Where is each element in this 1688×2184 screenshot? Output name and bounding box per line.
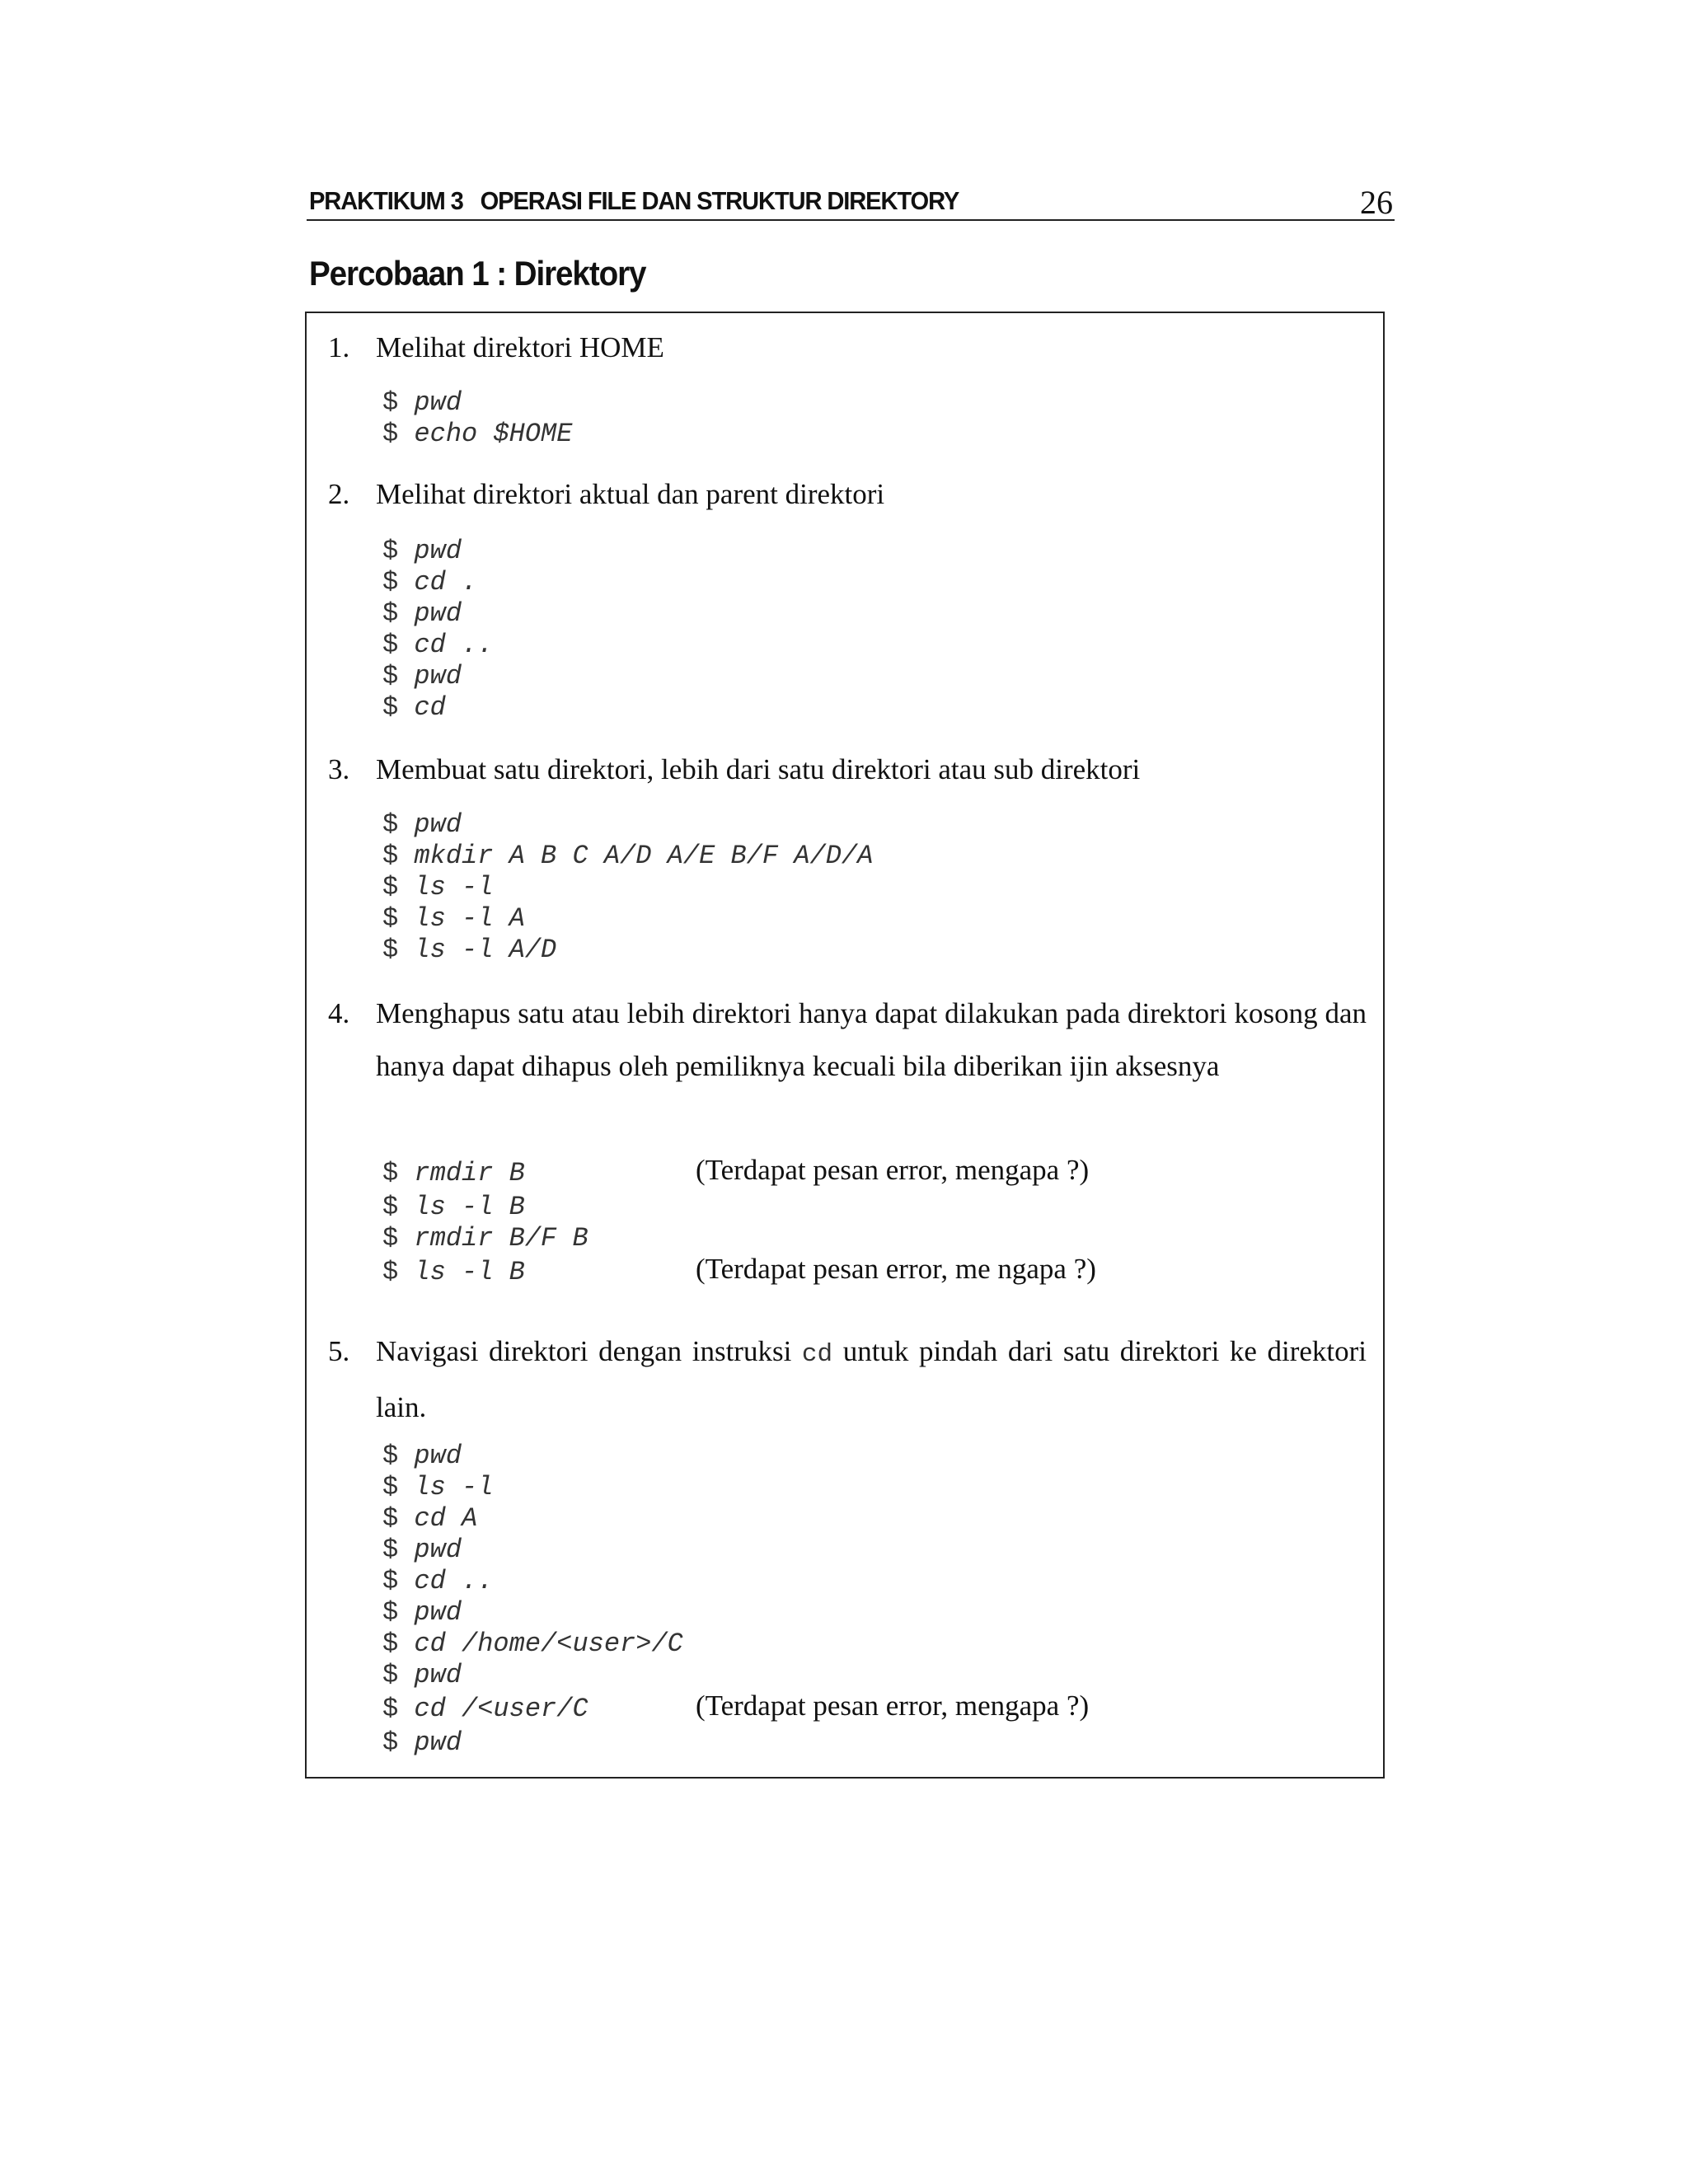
command-text: pwd (414, 1597, 462, 1628)
prompt: $ (382, 1472, 399, 1502)
command-line (382, 1535, 1207, 1566)
prompt: $ (382, 841, 399, 871)
command-line (382, 1254, 1207, 1291)
prompt: $ (382, 630, 399, 660)
step-text (376, 1325, 1367, 1434)
prompt: $ (382, 903, 399, 934)
command-list (382, 1441, 1207, 1759)
command-text: cd A (414, 1503, 478, 1534)
prompt: $ (382, 661, 399, 691)
prompt: $ (382, 1629, 399, 1659)
command-text: pwd (414, 598, 462, 629)
command-list (382, 809, 1207, 966)
step-number: 4. (328, 997, 350, 1029)
command-line (382, 935, 1207, 966)
command-text: mkdir A B C A/D A/E B/F A/D/A (414, 841, 874, 871)
prompt: $ (382, 1660, 399, 1690)
prompt: $ (382, 536, 399, 566)
command-note: (Terdapat pesan error, mengapa ?) (696, 1154, 1090, 1186)
command-text: cd (414, 692, 446, 723)
prompt: $ (382, 1257, 399, 1287)
command-text: echo $HOME (414, 419, 573, 449)
step-number: 2. (328, 478, 350, 510)
command-text: cd /<user/C (414, 1694, 588, 1724)
command-line (382, 903, 1207, 935)
command-text: pwd (414, 809, 462, 840)
prompt: $ (382, 1566, 399, 1596)
prompt: $ (382, 1503, 399, 1534)
step-text: Membuat satu direktori, lebih dari satu direktori atau sub direktori (376, 753, 1141, 785)
command-line (382, 661, 1207, 692)
prompt: $ (382, 1727, 399, 1758)
command-text: pwd (414, 1727, 462, 1758)
command-text: pwd (414, 1660, 462, 1690)
command-line (382, 1727, 1207, 1759)
step-text: Melihat direktori aktual dan parent direktori (376, 478, 885, 510)
command-text: ls -l (414, 1472, 494, 1502)
prompt: $ (382, 872, 399, 902)
command-line (382, 1155, 1207, 1192)
command-line (382, 536, 1207, 567)
step-number: 1. (328, 331, 350, 363)
command-text: cd /home/<user>/C (414, 1629, 683, 1659)
prompt: $ (382, 1192, 399, 1222)
command-line (382, 809, 1207, 841)
header-title: PRAKTIKUM 3 OPERASI FILE DAN STRUKTUR DIREKTORY (309, 186, 959, 215)
section-title: Percobaan 1 : Direktory (309, 254, 646, 293)
command-text: pwd (414, 1535, 462, 1565)
prompt: $ (382, 692, 399, 723)
command-line (382, 567, 1207, 598)
command-text: ls -l (414, 872, 494, 902)
command-text: pwd (414, 661, 462, 691)
prompt: $ (382, 935, 399, 965)
command-line (382, 841, 1207, 872)
command-list (382, 387, 1207, 450)
step-text: Melihat direktori HOME (376, 331, 664, 363)
command-list (382, 536, 1207, 724)
prompt: $ (382, 1441, 399, 1471)
command-text: rmdir B (414, 1158, 525, 1188)
command-line (382, 1691, 1207, 1727)
command-line (382, 1192, 1207, 1223)
command-line (382, 872, 1207, 903)
command-line (382, 1441, 1207, 1472)
command-note: (Terdapat pesan error, me ngapa ?) (696, 1253, 1096, 1285)
prompt: $ (382, 809, 399, 840)
command-text: ls -l B (414, 1192, 525, 1222)
prompt: $ (382, 1535, 399, 1565)
command-text: pwd (414, 1441, 462, 1471)
command-line (382, 1566, 1207, 1597)
command-text: pwd (414, 387, 462, 418)
prompt: $ (382, 567, 399, 598)
step-number: 3. (328, 753, 350, 785)
page-header (307, 183, 1395, 221)
command-line (382, 1597, 1207, 1629)
page-number: 26 (1360, 184, 1393, 221)
command-note: (Terdapat pesan error, mengapa ?) (696, 1690, 1090, 1722)
prompt: $ (382, 1694, 399, 1724)
command-text: ls -l A/D (414, 935, 557, 965)
command-line (382, 1472, 1207, 1503)
command-line (382, 598, 1207, 630)
command-text: pwd (414, 536, 462, 566)
exercise-box (305, 312, 1385, 1779)
command-list (382, 1155, 1207, 1291)
command-line (382, 1629, 1207, 1660)
command-text: cd .. (414, 1566, 494, 1596)
command-line (382, 630, 1207, 661)
inline-code: cd (801, 1340, 833, 1369)
command-line (382, 1660, 1207, 1691)
prompt: $ (382, 1158, 399, 1188)
step-text-before: Navigasi direktori dengan instruksi (376, 1335, 792, 1367)
command-line (382, 419, 1207, 450)
prompt: $ (382, 419, 399, 449)
command-text: rmdir B/F B (414, 1223, 588, 1254)
prompt: $ (382, 387, 399, 418)
command-line (382, 1223, 1207, 1254)
step-text-after: untuk pindah dari satu direktori ke direktori lain. (376, 1335, 1367, 1423)
command-text: cd .. (414, 630, 494, 660)
command-line (382, 1503, 1207, 1535)
prompt: $ (382, 598, 399, 629)
command-text: cd . (414, 567, 478, 598)
prompt: $ (382, 1223, 399, 1254)
command-text: ls -l B (414, 1257, 525, 1287)
prompt: $ (382, 1597, 399, 1628)
step-number: 5. (328, 1335, 350, 1367)
command-text: ls -l A (414, 903, 525, 934)
command-line (382, 692, 1207, 724)
step-text: Menghapus satu atau lebih direktori hanya dapat dilakukan pada direktori kosong dan hanya dapat dihapus oleh pemiliknya kecuali bila diberikan ijin aksesnya (376, 997, 1367, 1082)
command-line (382, 387, 1207, 419)
